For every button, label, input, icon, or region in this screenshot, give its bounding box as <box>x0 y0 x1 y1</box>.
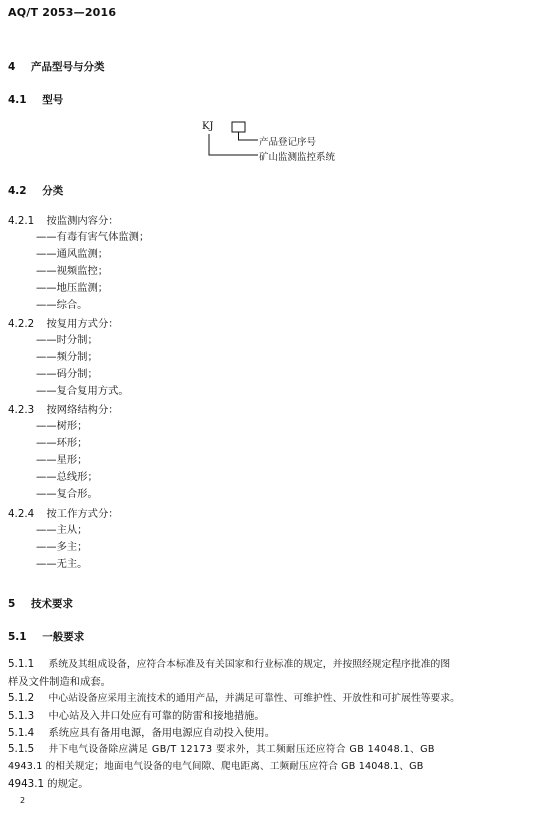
standard-code-header: AQ/T 2053—2016 <box>8 6 117 19</box>
clause-text: 井下电气设备除应满足 GB/T 12173 要求外，其工频耐压还应符合 GB 14048.1、GB <box>48 744 435 755</box>
label-registration-number: 产品登记序号 <box>259 137 317 148</box>
clause-number: 5.1.1 <box>8 658 35 670</box>
clause-title: 按复用方式分： <box>46 318 119 330</box>
list-item: ——复合形。 <box>36 488 98 500</box>
section-title: 产品型号与分类 <box>30 61 105 73</box>
clause-number: 5.1.5 <box>8 743 35 755</box>
clause-number: 4.2.4 <box>8 508 35 520</box>
list-item: ——有毒有害气体监测； <box>36 231 150 243</box>
section-4-1-heading <box>8 92 63 107</box>
clause-5-1-1-continued: 样及文件制造和成套。 <box>8 676 111 688</box>
page-number: 2 <box>20 796 26 805</box>
section-number: 4.2 <box>8 185 27 197</box>
clause-title: 按网络结构分： <box>46 404 119 416</box>
section-title: 一般要求 <box>42 631 85 643</box>
list-item: ——地压监测； <box>36 282 109 294</box>
list-item: ——频分制； <box>36 351 98 363</box>
clause-5-1-5 <box>8 741 435 755</box>
clause-number: 4.2.2 <box>8 318 35 330</box>
list-item: ——无主。 <box>36 558 88 570</box>
model-number-diagram <box>200 121 360 166</box>
clause-5-1-5-continued: 4943.1 的相关规定；地面电气设备的电气间隙、爬电距离、工频耐压应符合 GB 14048.1、GB <box>8 761 424 772</box>
label-system-name: 矿山监测监控系统 <box>259 152 336 163</box>
section-number: 4 <box>8 61 16 73</box>
list-item: ——视频监控； <box>36 265 109 277</box>
list-item: ——通风监测； <box>36 248 109 260</box>
section-number: 5 <box>8 598 16 610</box>
list-item: ——环形； <box>36 437 88 449</box>
clause-number: 4.2.3 <box>8 404 35 416</box>
clause-4-2-2 <box>8 315 119 330</box>
list-item: ——时分制； <box>36 334 98 346</box>
list-item: ——树形； <box>36 420 88 432</box>
list-4-2-2 <box>36 332 129 400</box>
list-4-2-4 <box>36 522 87 573</box>
clause-text: 中心站设备应采用主流技术的通用产品，并满足可靠性、可维护性、开放性和可扩展性等要求。 <box>48 693 460 704</box>
clause-4-2-1 <box>8 212 119 227</box>
clause-number: 5.1.2 <box>8 692 35 704</box>
section-4-2-heading <box>8 183 63 198</box>
clause-title: 按工作方式分： <box>46 508 119 520</box>
list-item: ——综合。 <box>36 299 88 311</box>
clause-number: 5.1.4 <box>8 727 35 739</box>
clause-number: 5.1.3 <box>8 710 35 722</box>
list-item: ——星形； <box>36 454 88 466</box>
section-title: 型号 <box>42 94 64 106</box>
clause-4-2-4 <box>8 505 119 520</box>
clause-title: 按监测内容分： <box>46 215 119 227</box>
clause-5-1-5-continued: 4943.1 的规定。 <box>8 778 89 790</box>
list-item: ——多主； <box>36 541 88 553</box>
section-title: 技术要求 <box>30 598 73 610</box>
clause-number: 4.2.1 <box>8 215 35 227</box>
list-item: ——码分制； <box>36 368 98 380</box>
list-item: ——复合复用方式。 <box>36 385 129 397</box>
clause-5-1-2 <box>8 690 460 704</box>
list-item: ——主从； <box>36 524 88 536</box>
clause-5-1-1 <box>8 656 450 670</box>
section-5-1-heading <box>8 629 84 644</box>
section-number: 5.1 <box>8 631 27 643</box>
model-prefix: KJ <box>202 121 214 132</box>
section-title: 分类 <box>42 185 64 197</box>
clause-4-2-3 <box>8 401 119 416</box>
clause-5-1-4 <box>8 724 275 739</box>
section-5-heading <box>8 596 73 611</box>
list-4-2-1 <box>36 229 149 314</box>
clause-text: 系统及其组成设备，应符合本标准及有关国家和行业标准的规定，并按照经规定程序批准的图 <box>48 659 451 670</box>
clause-text: 中心站及入井口处应有可靠的防雷和接地措施。 <box>48 710 265 722</box>
section-4-heading <box>8 59 104 74</box>
list-4-2-3 <box>36 418 98 503</box>
list-item: ——总线形； <box>36 471 98 483</box>
clause-text: 系统应具有备用电源，备用电源应自动投入使用。 <box>48 727 276 739</box>
section-number: 4.1 <box>8 94 27 106</box>
clause-5-1-3 <box>8 707 265 722</box>
